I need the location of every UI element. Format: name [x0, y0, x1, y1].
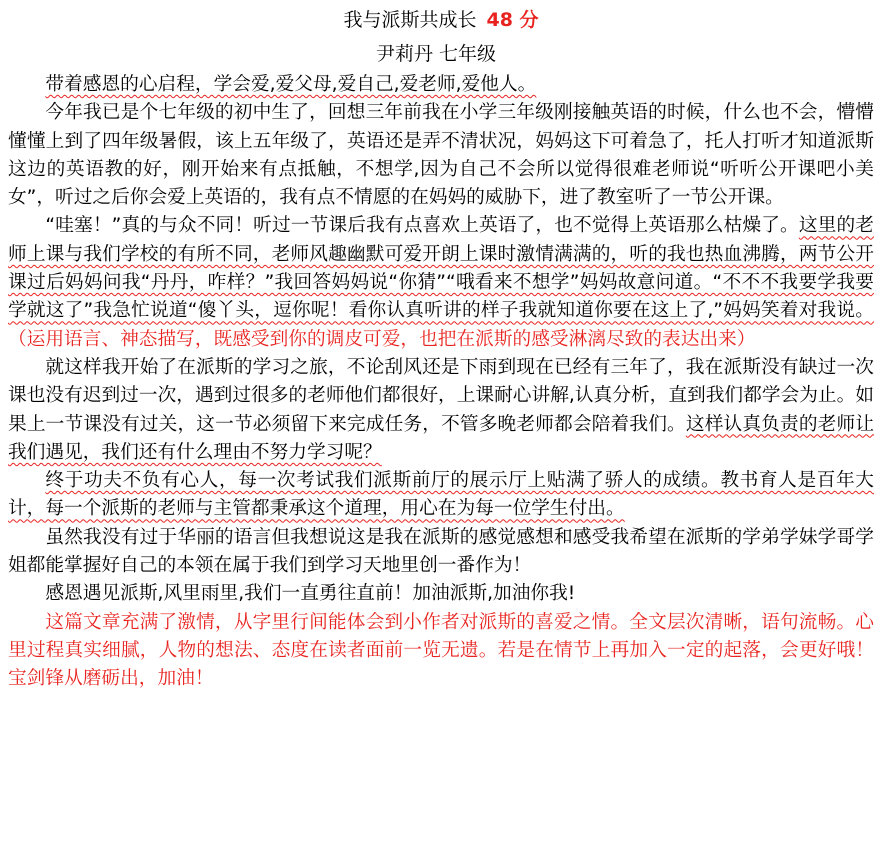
- paragraph-1-text: 带着感恩的心启程，学会爱,爱父母,爱自己,爱老师,爱他人。: [45, 74, 537, 95]
- paragraph-4-lead: 就这样我开始了在派斯的学习之旅，不论刮风还是下雨到现在已经有三年了，我在派斯没有缺过一次课也没有迟到过一次，遇到过很多的老师他们都很好，上课耐心讲解,认真分析，直到我们都学会为止。如果上一节课没有过关，这一节必须留下来完成任务，不管多晚老师都会陪着我们。: [8, 356, 874, 435]
- paragraph-4-underlined: 这样认真负责的老师让我们遇见，我们还有什么理由不努力学习呢？: [8, 413, 875, 463]
- paragraph-2: 今年我已是个七年级的初中生了，回想三年前我在小学三年级刚接触英语的时候，什么也不会，懵懵懂懂上到了四年级暑假，该上五年级了，英语还是弄不清状况，妈妈这下可着急了，托人打听才知道派斯这边的英语教的好，刚开始来有点抵触，不想学,因为自己不会所以觉得很难老师说“听听公开课吧小美女”，听过之后你会爱上英语的，我有点不情愿的在妈妈的威胁下，进了教室听了一节公开课。: [8, 102, 874, 209]
- inline-comment: （运用语言、神态描写，既感受到你的调皮可爱，也把在派斯的感受淋漓尽致的表达出来）: [8, 328, 756, 350]
- paragraph-1: [8, 71, 874, 99]
- teacher-comment: 这篇文章充满了激情，从字里行间能体会到小作者对派斯的喜爱之情。全文层次清晰，语句流畅。心里过程真实细腻，人物的想法、态度在读者面前一览无遗。若是在情节上再加入一定的起落，会更好哦！宝剑锋从磨砺出，加油！: [8, 611, 874, 690]
- paragraph-3-underlined: 这里的老师上课与我们学校的有所不同，老师风趣幽默可爱开朗上课时激情满满的，听的我也热血沸腾，两节公开课过后妈妈问我“丹丹，咋样？”我回答妈妈说“你猜”“哦看来不想学”妈妈故意问道。“不不不我要学我要学就这了”我急忙说道“傻丫头，逗你呢！看你认真听讲的样子我就知道你要在这上了,”妈妈笑着对我说。: [8, 215, 874, 322]
- paragraph-4: [8, 354, 874, 467]
- paragraph-5: [8, 467, 874, 524]
- paragraph-6: 虽然我没有过于华丽的语言但我想说这是我在派斯的感觉感想和感受我希望在派斯的学弟学妹学哥学姐都能掌握好自己的本领在属于我们到学习天地里创一番作为！: [8, 526, 874, 577]
- paragraph-7: 感恩遇见派斯,风里雨里,我们一直勇往直前！加油派斯,加油你我!: [45, 583, 576, 605]
- paragraph-3-lead: “哇塞！”真的与众不同！听过一节课后我有点喜欢上英语了，也不觉得上英语那么枯燥了。: [45, 215, 799, 237]
- score-badge: 48 分: [486, 9, 539, 31]
- paragraph-5-text: 终于功夫不负有心人，每一次考试我们派斯前厅的展示厅上贴满了骄人的成绩。教书育人是百年大计，每一个派斯的老师与主管都秉承这个道理，用心在为每一位学生付出。: [8, 470, 874, 520]
- essay-title: [0, 6, 882, 34]
- author-line: 尹莉丹 七年级: [376, 43, 497, 65]
- essay-body: [8, 71, 874, 694]
- paragraph-3: [8, 212, 874, 353]
- title-text: 我与派斯共成长: [343, 9, 477, 31]
